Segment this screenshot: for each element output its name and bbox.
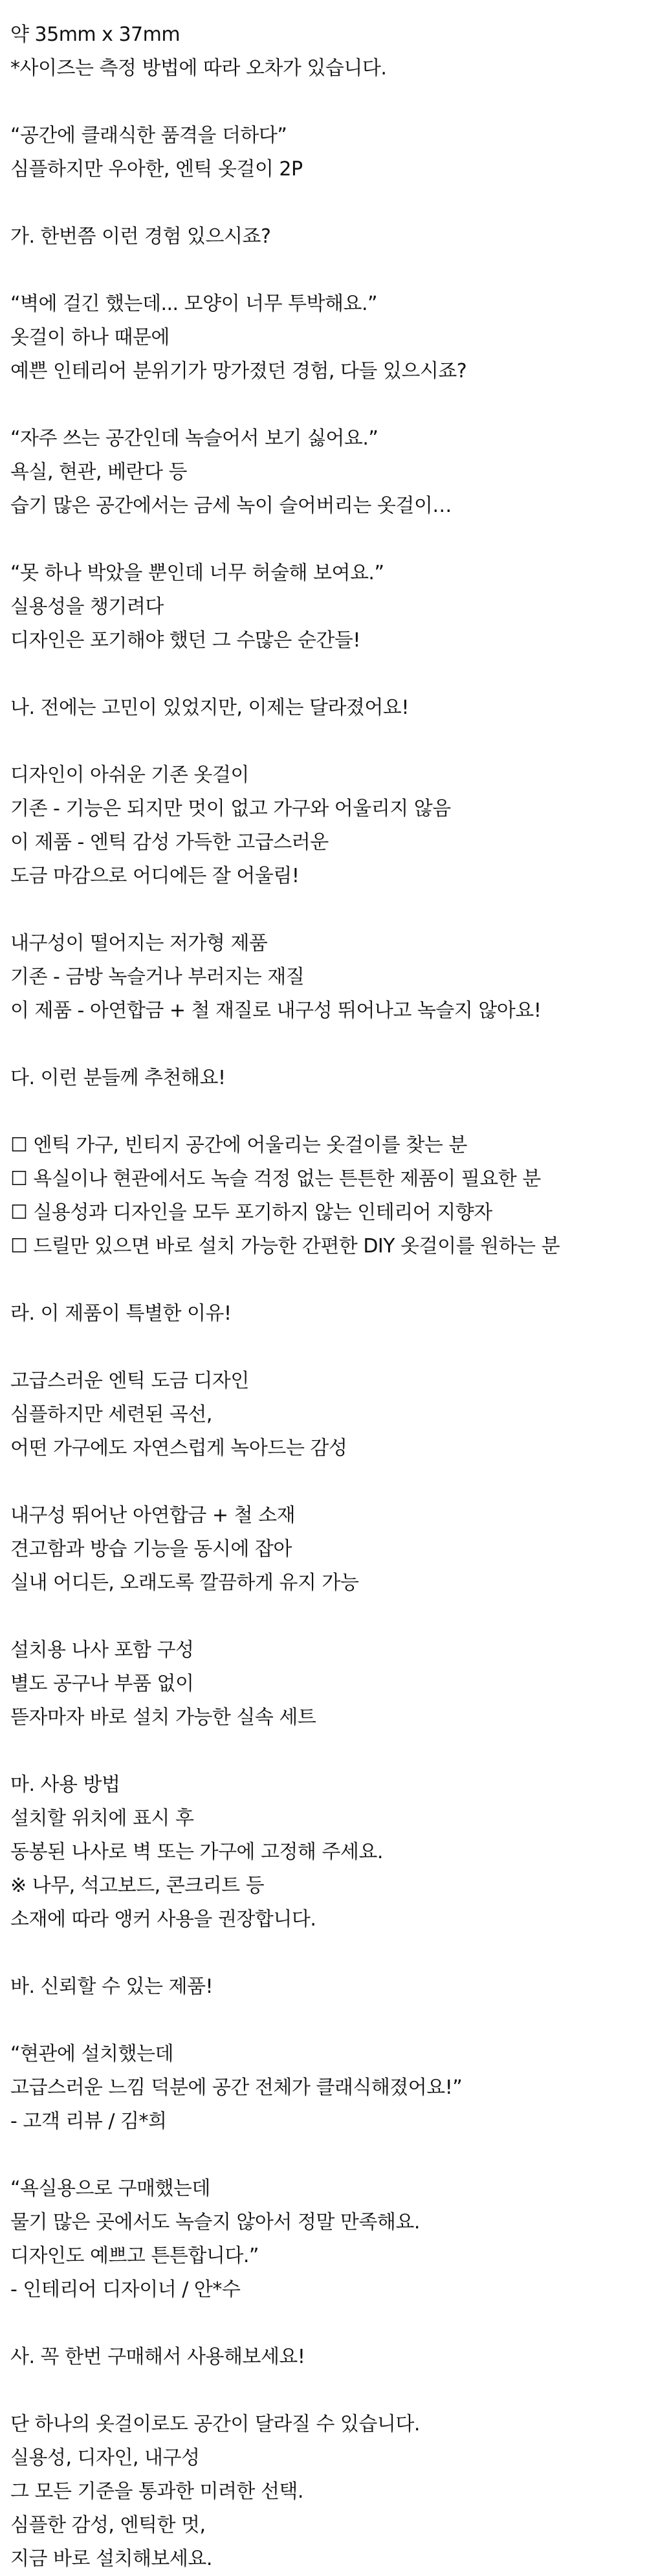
text-block-section-ma: [10, 1768, 647, 1937]
text-block-reason-2: [10, 1499, 647, 1600]
paragraph-gap: [10, 658, 647, 691]
paragraph-gap: [10, 1937, 647, 1970]
text-line: 내구성이 떨어지는 저가형 제품: [10, 932, 268, 955]
text-line: 사. 꼭 한번 구매해서 사용해보세요!: [10, 2346, 305, 2368]
text-line: 도금 마감으로 어디에든 잘 어울림!: [10, 865, 300, 887]
text-line: 디자인이 아쉬운 기존 옷걸이: [10, 764, 249, 786]
text-line: 실내 어디든, 오래도록 깔끔하게 유지 가능: [10, 1571, 359, 1594]
text-block-section-ga: [10, 220, 647, 254]
text-line: “자주 쓰는 공간인데 녹슬어서 보기 싫어요.”: [10, 427, 378, 450]
text-line: 소재에 따라 앵커 사용을 권장합니다.: [10, 1908, 316, 1931]
text-block-size: [10, 18, 647, 85]
paragraph-gap: [10, 1465, 647, 1499]
paragraph-gap: [10, 388, 647, 422]
paragraph-gap: [10, 893, 647, 927]
text-line: 별도 공구나 부품 없이: [10, 1672, 194, 1695]
text-line: 습기 많은 공간에서는 금세 녹이 슬어버리는 옷걸이…: [10, 494, 452, 517]
text-line: “벽에 걸긴 했는데... 모양이 너무 투박해요.”: [10, 293, 378, 315]
text-line: 동봉된 나사로 벽 또는 가구에 고정해 주세요.: [10, 1841, 383, 1863]
text-block-section-sa: [10, 2340, 647, 2374]
text-line: 고급스러운 느낌 덕분에 공간 전체가 클래식해졌어요!”: [10, 2076, 463, 2099]
text-block-reason-3: [10, 1634, 647, 1735]
text-block-experience-2: [10, 422, 647, 523]
text-line: 이 제품 - 아연합금 + 철 재질로 내구성 뛰어나고 녹슬지 않아요!: [10, 999, 542, 1022]
text-line: 예쁜 인테리어 분위기가 망가졌던 경험, 다들 있으시죠?: [10, 360, 467, 383]
text-block-reason-1: [10, 1364, 647, 1465]
text-line: 이 제품 - 엔틱 감성 가득한 고급스러운: [10, 831, 329, 854]
paragraph-gap: [10, 85, 647, 119]
text-line: 가. 한번쯤 이런 경험 있으시죠?: [10, 225, 271, 248]
text-line: 실용성, 디자인, 내구성: [10, 2447, 200, 2469]
text-line: 뜯자마자 바로 설치 가능한 실속 세트: [10, 1706, 316, 1729]
text-line: 실용성을 챙기려다: [10, 595, 164, 618]
paragraph-gap: [10, 1600, 647, 1634]
text-block-compare-1: [10, 759, 647, 893]
text-block-closing: [10, 2408, 647, 2576]
text-line: 물기 많은 곳에서도 녹슬지 않아서 정말 만족해요.: [10, 2211, 420, 2234]
text-line: 심플하지만 우아한, 엔틱 옷걸이 2P: [10, 158, 303, 181]
text-line: *사이즈는 측정 방법에 따라 오차가 있습니다.: [10, 57, 387, 80]
text-line: 그 모든 기준을 통과한 미려한 선택.: [10, 2480, 303, 2503]
text-line: “욕실용으로 구매했는데: [10, 2177, 210, 2200]
text-block-review-1: [10, 2037, 647, 2138]
paragraph-gap: [10, 725, 647, 759]
text-line: 기존 - 금방 녹슬거나 부러지는 재질: [10, 966, 305, 988]
text-line: 고급스러운 엔틱 도금 디자인: [10, 1370, 249, 1392]
text-line: ☐ 실용성과 디자인을 모두 포기하지 않는 인테리어 지향자: [10, 1201, 492, 1224]
text-line: 라. 이 제품이 특별한 이유!: [10, 1302, 232, 1325]
paragraph-gap: [10, 2138, 647, 2172]
text-line: ☐ 욕실이나 현관에서도 녹슬 걱정 없는 튼튼한 제품이 필요한 분: [10, 1168, 541, 1190]
paragraph-gap: [10, 1095, 647, 1129]
text-line: 설치할 위치에 표시 후: [10, 1807, 194, 1830]
text-line: ☐ 엔틱 가구, 빈티지 공간에 어울리는 옷걸이를 찾는 분: [10, 1134, 467, 1157]
text-line: 바. 신뢰할 수 있는 제품!: [10, 1975, 214, 1998]
text-line: ※ 나무, 석고보드, 콘크리트 등: [10, 1874, 265, 1897]
text-line: 다. 이런 분들께 추천해요!: [10, 1067, 226, 1089]
text-block-section-na: [10, 691, 647, 725]
text-block-section-ba: [10, 1970, 647, 2004]
paragraph-gap: [10, 2374, 647, 2408]
text-line: 내구성 뛰어난 아연합금 + 철 소재: [10, 1504, 296, 1527]
text-line: 욕실, 현관, 베란다 등: [10, 461, 188, 483]
paragraph-gap: [10, 2004, 647, 2037]
text-block-review-2: [10, 2172, 647, 2307]
paragraph-gap: [10, 186, 647, 220]
paragraph-gap: [10, 254, 647, 287]
paragraph-gap: [10, 523, 647, 557]
paragraph-gap: [10, 1735, 647, 1768]
text-line: 견고함과 방습 기능을 동시에 잡아: [10, 1538, 292, 1560]
text-line: “현관에 설치했는데: [10, 2043, 173, 2065]
text-line: - 고객 리뷰 / 김*희: [10, 2110, 167, 2133]
text-line: 설치용 나사 포함 구성: [10, 1639, 194, 1661]
paragraph-gap: [10, 1331, 647, 1364]
text-line: 심플하지만 세련된 곡선,: [10, 1403, 212, 1426]
text-block-section-ra: [10, 1297, 647, 1331]
text-line: 지금 바로 설치해보세요.: [10, 2548, 212, 2570]
text-line: “공간에 클래식한 품격을 더하다”: [10, 124, 287, 147]
text-line: 디자인은 포기해야 했던 그 수많은 순간들!: [10, 629, 360, 652]
text-line: - 인테리어 디자이너 / 안*수: [10, 2278, 241, 2301]
text-block-intro: [10, 119, 647, 186]
paragraph-gap: [10, 2307, 647, 2340]
paragraph-gap: [10, 1028, 647, 1061]
text-line: 기존 - 기능은 되지만 멋이 없고 가구와 어울리지 않음: [10, 797, 451, 820]
text-block-experience-1: [10, 287, 647, 388]
text-line: 디자인도 예쁘고 튼튼합니다.”: [10, 2245, 259, 2267]
text-line: “못 하나 박았을 뿐인데 너무 허술해 보여요.”: [10, 562, 384, 584]
text-line: 심플한 감성, 엔틱한 멋,: [10, 2514, 206, 2537]
text-block-recommend: [10, 1129, 647, 1263]
text-line: 옷걸이 하나 때문에: [10, 326, 170, 349]
text-block-compare-2: [10, 927, 647, 1028]
text-line: 단 하나의 옷걸이로도 공간이 달라질 수 있습니다.: [10, 2413, 420, 2436]
text-block-section-da: [10, 1061, 647, 1095]
text-line: 나. 전에는 고민이 있었지만, 이제는 달라졌어요!: [10, 696, 409, 719]
text-line: 마. 사용 방법: [10, 1773, 120, 1796]
text-block-experience-3: [10, 557, 647, 658]
paragraph-gap: [10, 1263, 647, 1297]
text-line: ☐ 드릴만 있으면 바로 설치 가능한 간편한 DIY 옷걸이를 원하는 분: [10, 1235, 560, 1258]
text-line: 약 35mm x 37mm: [10, 23, 181, 46]
text-line: 어떤 가구에도 자연스럽게 녹아드는 감성: [10, 1437, 347, 1460]
